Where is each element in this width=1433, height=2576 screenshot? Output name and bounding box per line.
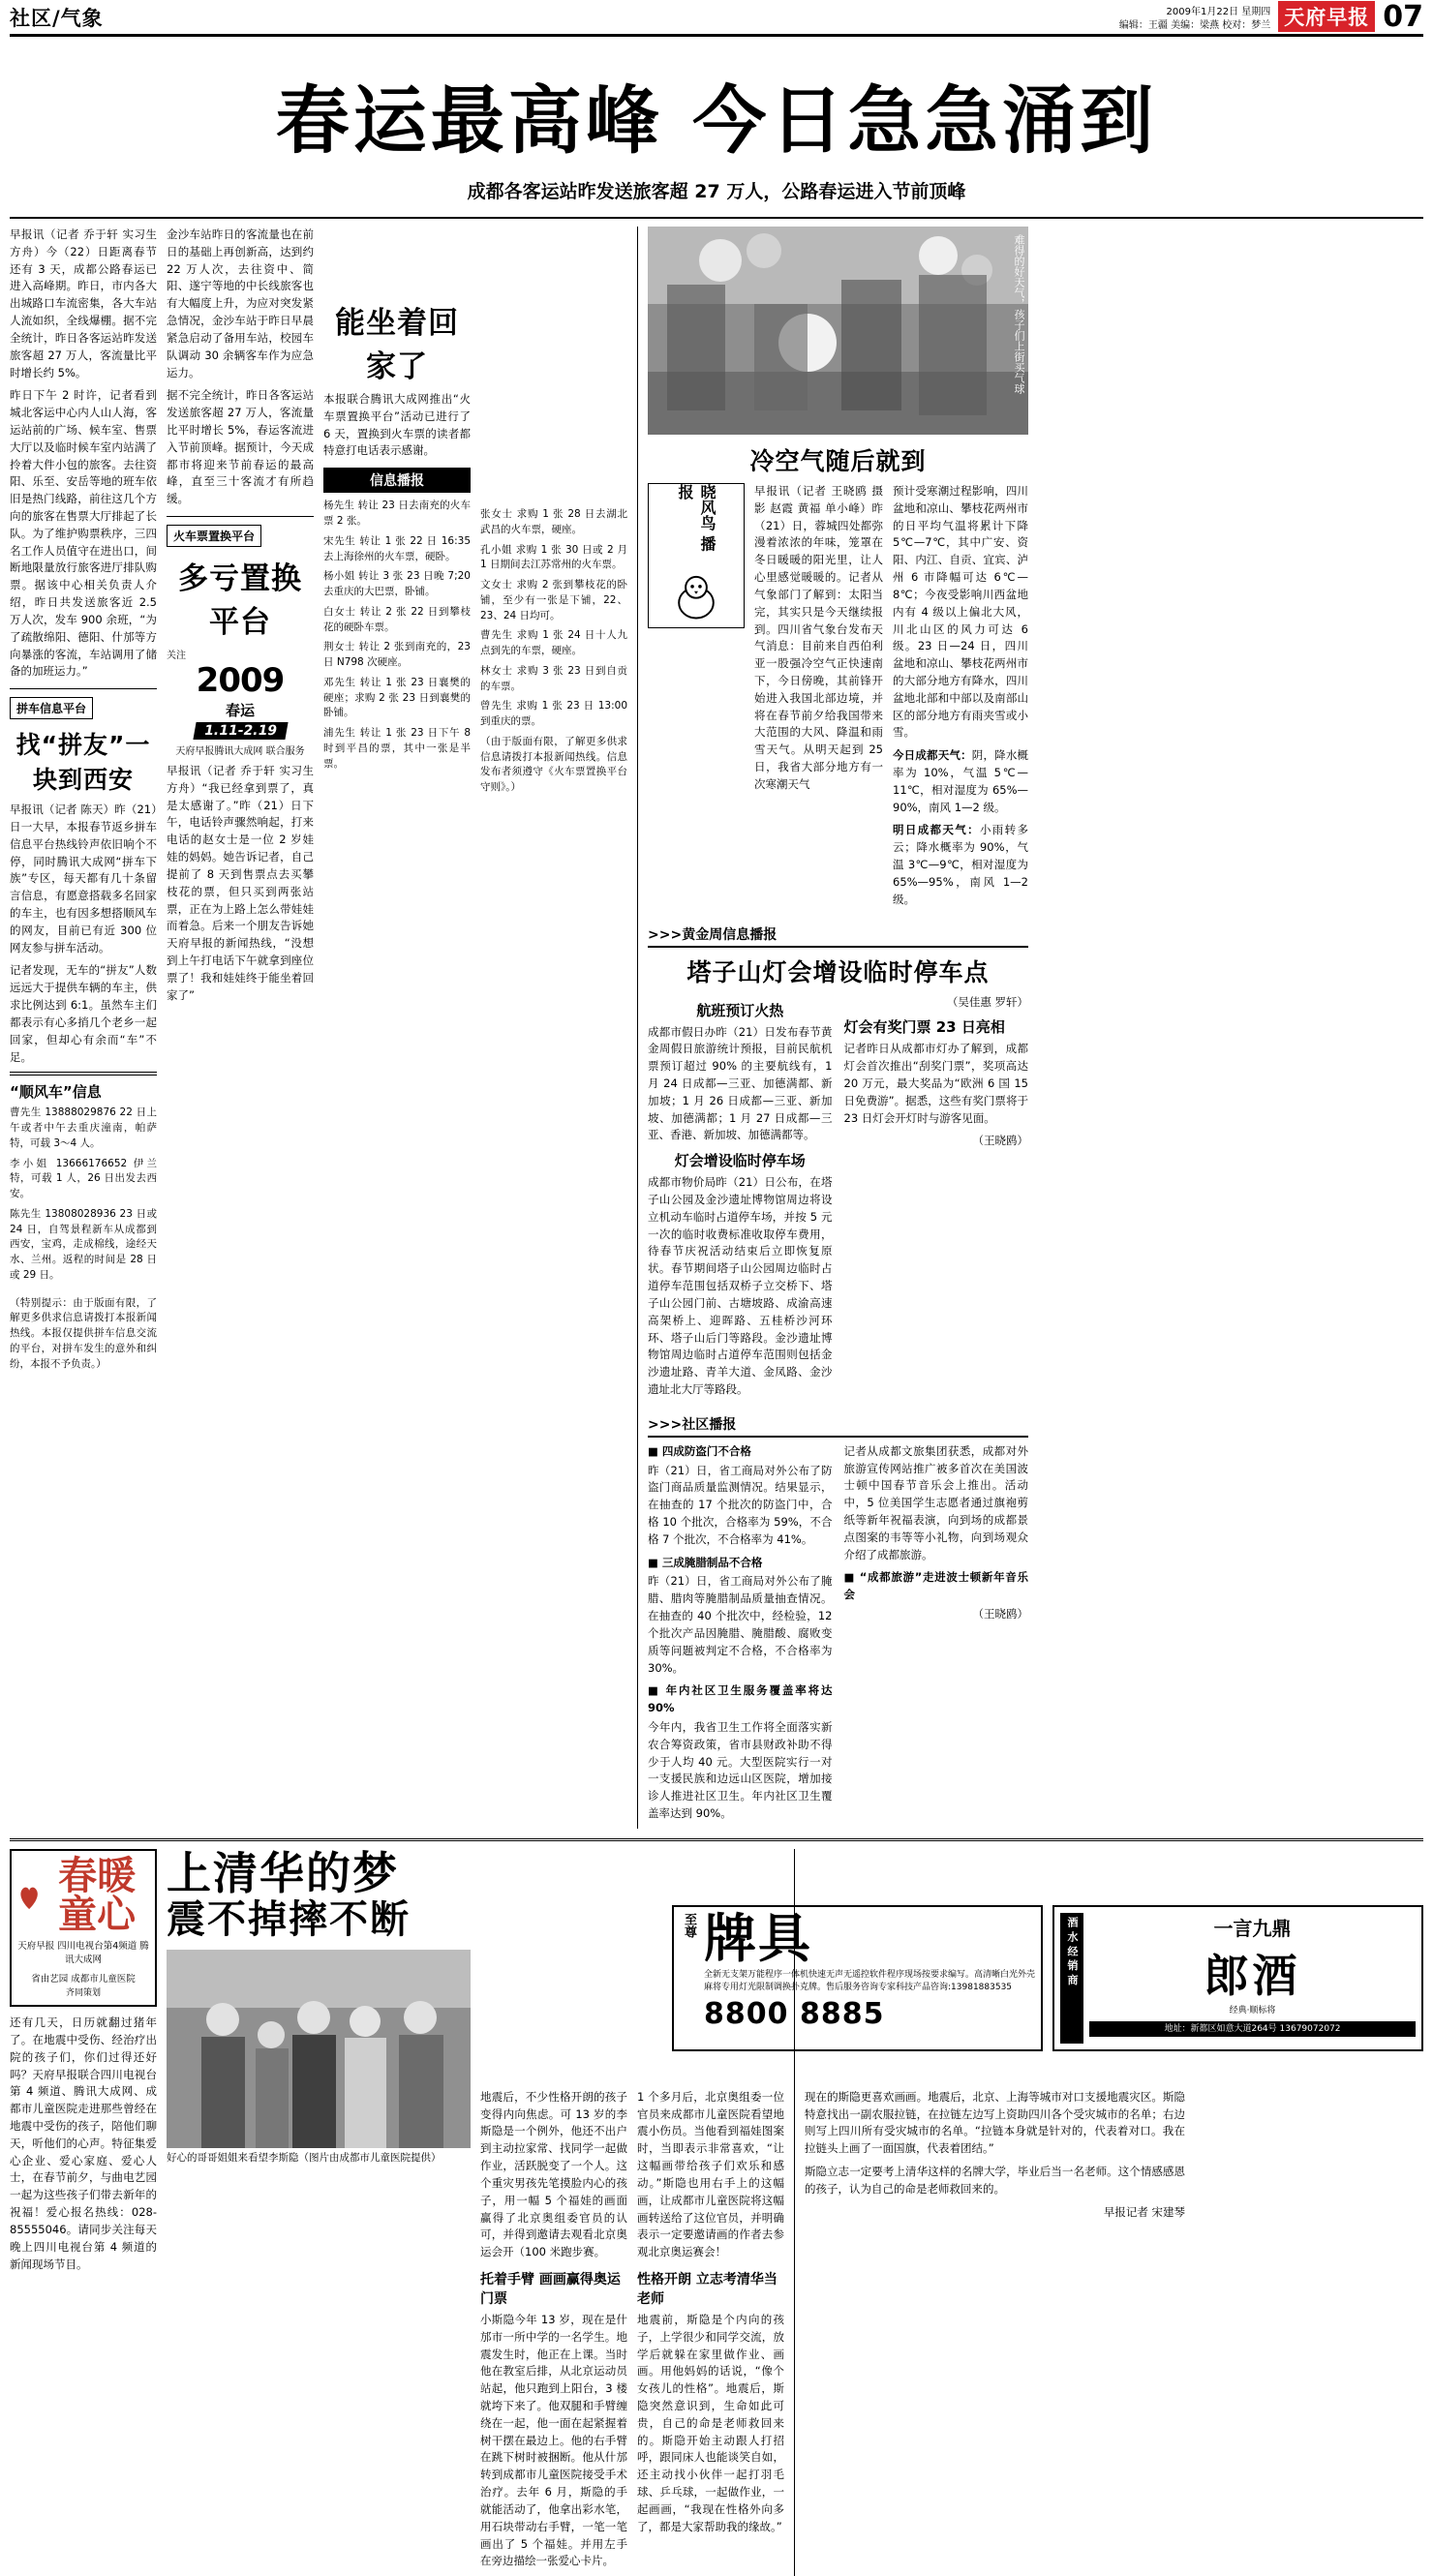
weather-forecast: 预计受寒潮过程影响，四川盆地和凉山、攀枝花两州市的日平均气温将累计下降 5℃—7℃，其中广安、资阳、内江、自贡、宜宾、泸州 6 市降幅可达 6℃—8℃；今夜受影响川西盆地内有 4 级以上偏北大风，川北山区的风力可达 6 级。23 日—24 日，四川盆地和凉山、攀枝花两州市的大部分地方有降水，四川盆地北部和中部以及南部山区的部分地方有雨夹雪或小雪。 xyxy=(893,484,1028,740)
spring-festival-logo xyxy=(167,647,314,757)
gold-week-col-2 xyxy=(844,994,1029,1405)
parking-title: 灯会增设临时停车场 xyxy=(674,1152,806,1170)
dream-s1-text: 小斯隐今年 13 岁，现在是什邡市一所中学的一名学生。地震发生时，他正在上课。当时他在教室后排，从北京运动员站起，他只跑到上阳台，3 楼就垮下来了。他双腿和手臂缠绕在一起，他一面在起紧握着树干摆在最边上。他的右手臂在跳下树时被捆断。他从什邡转到成都市儿童医院接受手术治疗。去年 6 月，斯隐的手就能活动了，他拿出彩水笔，用石块带动右手臂，一笔一笔画出了 5 个福娃。并用左手在旁边描绘一张爱心卡片。 xyxy=(480,2312,627,2568)
photo-caption: 好心的哥哥姐姐来看望李斯隐（图片由成都市儿童医院提供） xyxy=(167,2152,442,2165)
ad-langjiu-addr-text: 地址：新都区如意大道264号 xyxy=(1164,2023,1277,2034)
page-number: 07 xyxy=(1383,0,1423,34)
column-4 xyxy=(480,227,627,1829)
column-1 xyxy=(10,227,157,1829)
broadcast-item: 曾先生 求购 1 张 23 日 13:00 到重庆的票。 xyxy=(480,700,627,727)
logo-partner: 天府早报腾讯大成网 联合服务 xyxy=(175,746,305,757)
community-item-text: 昨（21）日，省工商局对外公布了腌腊、腊肉等腌腊制品质量抽查情况。在抽查的 40 个批次中，经检验，12 个批次产品因腌腊、腌腊酸、腐败变质等问题被判定不合格，不合格率为 30%。 xyxy=(648,1574,833,1675)
logo-mid-text: 春运 xyxy=(225,702,255,719)
lantern-ticket-sign: （王晓鸥） xyxy=(972,1134,1028,1148)
carpool-item: 曹先生 13888029876 22 日上午或者中午去重庆潼南，帕萨特，可载 3～4 人。 xyxy=(10,1106,157,1149)
lead-paragraph-4: 据不完全统计，昨日各客运站发送旅客超 27 万人，客流量比平时增长 5%，春运客流进入节前顶峰。据预计，今天成都市将迎来节前春运的最高峰，直至三十客流才有所趋缓。 xyxy=(167,388,314,506)
hospital-photo xyxy=(167,1950,471,2148)
ads-row xyxy=(672,1905,1423,2051)
dream-c1: 地震后，不少性格开朗的孩子变得内向焦虑。可 13 岁的李斯隐是一个例外，他还不出户到主动拉家常、找同学一起做作业，活跃脱变了一个人。这个重灾男孩先笔摸脸内心的孩子，用一幅 5 个福娃的画面赢得了北京奥组委官员的认可，并得到邀请去观看北京奥运会开（100 米跑步赛。 xyxy=(480,2089,627,2259)
dream-story-col xyxy=(167,1846,471,2576)
carpool-p2: 记者发现，无车的“拼友”人数远远大于提供车辆的车主，供求比例达到 6:1。虽然车主们都表示有心多捎几个老乡一起回家，但却心有余而“车”不足。 xyxy=(10,963,157,1064)
ad-langjiu-phone: 13679072072 xyxy=(1279,2023,1341,2034)
lead-paragraph-1: 早报讯（记者 乔于轩 实习生 方舟）今（22）日距离春节还有 3 天，成都公路春运已进入高峰期。昨日，市内各大出城路口车流密集，各大车站人流如织，全线爆棚。据不完全统计，昨日各客运站昨发送旅客超 27 万人，客流量比平时增长约 5%。 xyxy=(10,227,157,379)
lead-paragraph-3b: 金沙车站昨日的客流量也在前日的基础上再创新高，达到约 22 万人次，去往资中、简阳、遂宁等地的中长线旅客也有大幅度上升，为应对突发紧急情况，金沙车站于昨日早晨紧急启动了备用车站，校园车队调动 30 余辆客车作为应急运力。 xyxy=(167,227,314,379)
flight-text: 成都市假日办昨（21）日发布春节黄金周假日旅游统计预报，目前民航机票预订超过 90% 的主要航线有，1 月 24 日成都—三亚、加德满都、新加坡；1 月 26 日成都—三亚、新加坡、加德满都；1 月 27 日成都—三亚、香港、新加坡、加德满都等。 xyxy=(648,1024,833,1142)
carpool-box-label: 拼车信息平台 xyxy=(10,697,93,719)
dream-title-line-1: 上清华的梦 xyxy=(167,1846,399,1899)
community-col-2 xyxy=(844,1443,1029,1829)
weather-today-label: 今日成都天气： xyxy=(893,748,972,763)
weather-tomorrow-value: 小雨转多云；降水概率为 90%，气温 3℃—9℃，相对湿度为 65%—95%，南风 1—2 级。 xyxy=(893,823,1029,906)
warm-heart-logo xyxy=(10,1849,157,2007)
column-2 xyxy=(167,227,314,1829)
weather-tomorrow-label: 明日成都天气： xyxy=(893,823,980,837)
weather-tomorrow xyxy=(893,822,1028,908)
lead-paragraph-2: 昨日下午 2 时许，记者看到城北客运中心内人山人海，客运站前的广场、候车室、售票大厅以及临时候车室内站满了拎着大件小包的旅客。去往资阳、乐至、安岳等地的班车依旧是热门线路，前往这几个方向的旅客在售票大厅排起了长队。为了维护购票秩序，三四名工作人员值守在进出口，间断地限量放行旅客进厅排队购票。据该中心相关负责人介绍，昨日共发送旅客近 2.5 万人次，发车 900 余班，“为了疏散绵阳、德阳、什邡等方向暴涨的客流，车站调用了储备的加班运力。” xyxy=(10,388,157,679)
community-col-1 xyxy=(648,1443,833,1829)
dream-title-line-2: 震不掉摔不断 xyxy=(167,1897,411,1943)
community-sign: （王晓鸥） xyxy=(972,1607,1028,1621)
ad-langjiu-side-text: 酒 水 经 销 商 xyxy=(1066,1917,1079,1985)
community-head: >>>社区播报 xyxy=(648,1414,1028,1438)
broadcast-item: 白女士 转让 2 张 22 日到攀枝花的硬卧车票。 xyxy=(323,605,471,633)
carpool-info-title: “顺风车”信息 xyxy=(10,1083,102,1102)
parking-text: 成都市物价局昨（21）日公布，在塔子山公园及金沙遗址博物馆周边将设立机动车临时占道停车场，并按 5 元一次的临时收费标准收取停车费用，待春节庆祝活动结束后立即恢复原状。春节期间塔子山公园周边临时占道停车范围包括双桥子立交桥下、塔子山公园门前、古塘坡路、成渝高速高架桥上、迎晖路、五桂桥沙河环环、塔子山后门等路段。金沙遗址博物馆周边临时占道停车范围则包括金沙遗址路、青羊大道、金凤路、金沙遗址北大厅等路段。 xyxy=(648,1175,833,1396)
masthead-meta xyxy=(1119,6,1270,32)
community-item-head: ■ “成都旅游”走进波士顿新年音乐会 xyxy=(843,1570,1028,1602)
broadcast-item: 杨小姐 转让 3 张 23 日晚 7;20 去重庆的大巴票，卧铺。 xyxy=(323,570,471,597)
divider xyxy=(10,217,1423,219)
warm-heart-partners-2: 省由艺园 成都市儿童医院 xyxy=(31,1974,136,1985)
broadcast-item: 文女士 求购 2 张到攀枝花的卧铺，至少有一张是下铺，22、23、24 日均可。 xyxy=(480,579,627,621)
broadcast-item: 浦先生 转让 1 张 23 日下午 8 时到平昌的票，其中一张是半票。 xyxy=(323,727,471,770)
warm-heart-col xyxy=(10,1849,157,2576)
right-section xyxy=(637,227,1028,1829)
logo-dates: 1.11-2.19 xyxy=(193,722,288,740)
train-p2: 本报联合腾讯大成网推出“火车票置换平台”活动已进行了 6 天，置换到火车票的读者都特意打电话表示感谢。 xyxy=(323,392,471,458)
ad-langjiu-slogan: 一言九鼎 xyxy=(1213,1917,1292,1941)
ad-langjiu-sub: 经典·顺标将 xyxy=(1229,2006,1276,2016)
divider xyxy=(167,516,314,517)
photo-caption: 难得的好天气，孩子们上街买气球 xyxy=(1013,234,1025,394)
community-item-head: ■ 三成腌腊制品不合格 xyxy=(648,1555,763,1569)
bottom-section xyxy=(10,1838,1423,2576)
community-item-text: 昨（21）日，省工商局对外公布了防盗门商品质量监测情况。结果显示，在抽查的 17 个批次的防盗门中，合格 10 个批次，合格率为 59%，不合格 7 个批次，不合格率为 41%。 xyxy=(648,1463,833,1546)
ad-mahjong-title: 牌具 xyxy=(704,1908,812,1970)
divider xyxy=(10,688,157,689)
dream-s1-title: 托着手臂 画画赢得奥运门票 xyxy=(480,2271,621,2307)
dream-s4-text: 现在的斯隐更喜欢画画。地震后，北京、上海等城市对口支援地震灾区。斯隐特意找出一副农服拉链，在拉链左边写上资助四川各个受灾城市的名单；右边则写上四川所有受灾城市的名单。“拉链本身就是针对的，代表着对口。我在拉链头上画了一面国旗，代表着团结。” xyxy=(805,2089,1185,2156)
logo-year: 2009 xyxy=(196,661,285,700)
warm-heart-partners-1: 天府早报 四川电视台第4频道 腾讯大成网 xyxy=(17,1940,149,1966)
gold-week-head: >>>黄金周信息播报 xyxy=(648,924,1028,948)
weather-p1: 早报讯（记者 王晓鸥 摄影 赵霞 黄福 单小峰）昨（21）日，蓉城四处都弥漫着浓浓的年味，笼罩在冬日暖暖的阳光里，让人心里感觉暖暖的。记者从气象部门了解到：太阳当完，其实只是今天继续报到。四川省气象台发布天气消息：目前来自西伯利亚一股强冷空气正快速南下，今日傍晚，其前锋开始进入我国北部边境，并将在春节前夕给我国带来大范围的大风、降温和雨雪天气。从明天起到 25 日，我省大部分地方有一次寒潮天气 xyxy=(754,484,883,791)
carpool-p1: 早报讯（记者 陈天）昨（21）日一大早，本报春节返乡拼车信息平台热线铃声依旧响个不停，同时腾讯大成网“拼车下族”专区，每天都有几十条留言信息，有愿意搭载多名回家的车主，也有因多想搭顺风车的网友，目前已有近 300 位网友参与拼车活动。 xyxy=(10,803,157,955)
weather-text-col xyxy=(754,483,883,915)
dream-text-col-1 xyxy=(480,1849,627,2576)
ad-mahjong-phone: 8800 8885 xyxy=(704,1997,885,2032)
carpool-title: 找“拼友”一块到西安 xyxy=(15,731,151,795)
broadcast-item: 杨先生 转让 23 日去南充的火车票 2 张。 xyxy=(323,500,471,527)
paper-logo: 天府早报 xyxy=(1278,1,1375,32)
main-columns xyxy=(10,227,1423,1829)
broadcast-item: 荆女士 转让 2 张到南充的，23 日 N798 次硬座。 xyxy=(323,641,471,668)
photo-graphic xyxy=(167,1950,471,2148)
broadcast-item: 林女士 求购 3 张 23 日到自贡的车票。 xyxy=(480,664,627,692)
dream-s3-title: 性格开朗 立志考清华当老师 xyxy=(637,2271,777,2307)
community-item-text: 今年内，我省卫生工作将全面落实新农合筹资政策，省市县财政补助不得少于人均 40 元。大型医院实行一对一支援民族和边远山区医院，增加接诊人推进社区卫生。年内社区卫生覆盖率达到 90%。 xyxy=(648,1719,833,1820)
heart-icon xyxy=(17,1873,41,1918)
dream-s1-cont: 1 个多月后，北京奥组委一位官员来成都市儿童医院看望地震小伤员。当他看到福娃图案时，当即表示非常喜欢，“让这幅画带给孩子们欢乐和感动。”斯隐也用右手上的这幅画，让成都市儿童医院将这幅画转送给了这位官员，并明确表示一定要邀请画的作者去参观北京奥运赛会！ xyxy=(637,2089,784,2259)
gold-week-col-1 xyxy=(648,994,833,1405)
ad-mahjong-text: 全新无支架万能程序一体机快速无声无遥控软件程序现场按要求编写。高清晰白光外壳麻将专用灯光限制调换扑克牌。售后服务咨询专家科技产品咨询:13981883535 xyxy=(704,1970,1036,1992)
ad-langjiu-title: 郎酒 xyxy=(1204,1950,1301,2003)
community-item-head: ■ 四成防盗门不合格 xyxy=(648,1443,751,1458)
train-p1-a: 早报讯（记者 乔于轩 实习生 方舟）“我已经拿到票了，真是太感谢了。”昨（21）日下午，电话铃声骤然响起，打来电话的赵女士是一位 2 岁娃娃的妈妈。她告诉记者，自己提前了 8 天到售票点去买攀枝花的票，但只买到两张站票，正在为上路上怎么带娃娃而着急。后来一个朋友告诉她天府早报的新闻热线，“没想到上午打电话下午就拿到座位票了！我和娃娃终于能坐着回家了” xyxy=(167,764,314,1002)
warm-heart-partners-3: 齐同策划 xyxy=(65,1987,101,1998)
community-item-text-cont: 记者从成都文旅集团获悉，成都对外旅游宣传网站推广被多首次在美国波士顿中国春节音乐会上推出。活动中，5 位美国学生志愿者通过旗袍剪纸等新年祝福表演，向到场的成都景点图案的韦等等小礼物，向到场观众介绍了成都旅游。 xyxy=(843,1443,1028,1561)
street-photo xyxy=(648,227,1028,435)
page-title: 春运最高峰 今日急急涌到 xyxy=(275,77,1158,164)
weather-today xyxy=(893,747,1028,816)
broadcast-item: 张女士 求购 1 张 28 日去湖北武昌的火车票，硬座。 xyxy=(480,508,627,535)
ad-mahjong[interactable] xyxy=(672,1905,1043,2051)
publication-date: 2009年1月22日 星期四 xyxy=(1166,7,1271,17)
info-broadcast-banner: 信息播报 xyxy=(323,468,471,493)
masthead xyxy=(10,0,1423,37)
train-box-label: 火车票置换平台 xyxy=(167,525,261,547)
gold-week-body xyxy=(648,994,1028,1405)
weather-today-value: 阴，降水概率为 10%，气温 5℃—11℃，相对湿度为 65%—90%，南风 1—2 级。 xyxy=(893,748,1029,814)
train-title-2: 能坐着回家了 xyxy=(335,306,459,384)
photo-graphic xyxy=(648,227,1028,435)
editor-credits: 编辑：王疆 美编：梁燕 校对：梦兰 xyxy=(1118,19,1271,31)
broadcast-item: 孔小姐 求购 1 张 30 日或 2 月 1 日期间去江苏常州的火车票。 xyxy=(480,543,627,571)
column-3 xyxy=(323,227,471,1829)
weather-title: 冷空气随后就到 xyxy=(749,447,927,475)
dream-sign: 早报记者 宋建琴 xyxy=(1103,2204,1185,2219)
carpool-note: （特别提示：由于版面有限，了解更多供求信息请拨打本报新闻热线。本报仅提供拼车信息交流的平台，对拼车发生的意外和纠纷，本报不予负责。） xyxy=(10,1296,157,1370)
gold-week-title: 塔子山灯会增设临时停车点 xyxy=(686,957,990,986)
carpool-item: 陈先生 13808028936 23 日或 24 日，自驾景程新车从成都到西安，宝鸡，走成棉线，途经天水、兰州。返程的时间是 28 日或 29 日。 xyxy=(10,1207,157,1281)
weather-mascot xyxy=(648,483,745,915)
dream-s3-text: 地震前，斯隐是个内向的孩子，上学很少和同学交流，放学后就躲在家里做作业、画画。用他妈妈的话说，“像个女孩儿的性格”。地震后，斯隐突然意识到，生命如此可贵，自己的命是老师救回来的。斯隐开始主动跟人打招呼，跟同床人也能谈笑自如，还主动找小伙伴一起打羽毛球、乒乓球，一起做作业，一起画画，“我现在性格外向多了，都是大家帮助我的缘故。” xyxy=(637,2312,784,2533)
ad-langjiu-address xyxy=(1089,2021,1416,2038)
masthead-right xyxy=(1119,1,1423,32)
weather-body xyxy=(648,483,1028,915)
community-body xyxy=(648,1443,1028,1829)
parking-text-cont: （吴佳惠 罗轩） xyxy=(946,994,1028,1009)
weather-logo-text: 晓风鸟 播报 xyxy=(676,484,716,552)
warm-heart-intro: 还有几天，日历就翻过猪年了。在地震中受伤、经治疗出院的孩子们，你们过得还好吗？天府早报联合四川电视台第 4 频道、腾讯大成网、成都市儿童医院走进那些曾经在地震中受伤的孩子，陪他们聊天，听他们的心声。特征集爱心企业、爱心家庭、爱心人士，在春节前夕，与曲电艺园一起为这些孩子们带去新年的祝福！爱心报名热线：028-85555046。请同步关注每天晚上四川电视台第 4 频道的新闻现场节目。 xyxy=(10,2015,157,2271)
broadcast-item: 邓先生 转让 1 张 23 日襄樊的硬座；求购 2 张 23 日到襄樊的卧铺。 xyxy=(323,676,471,719)
ad-mahjong-side: 至尊 xyxy=(682,1913,696,1939)
flight-title: 航班预订火热 xyxy=(696,1001,784,1019)
carpool-item: 李小姐 13666176652 伊兰特，可载 1 人，26 日出发去西安。 xyxy=(10,1157,157,1200)
warm-heart-title: 春暖童心 xyxy=(58,1853,137,1937)
page-subtitle: 成都各客运站昨发送旅客超 27 万人，公路春运进入节前顶峰 xyxy=(467,181,966,202)
dream-s5-text: 斯隐立志一定要考上清华这样的名牌大学，毕业后当一名老师。这个情感感恩的孩子，认为自己的命是老师救回来的。 xyxy=(805,2165,1185,2196)
bird-icon xyxy=(667,570,725,627)
broadcast-item: 曹先生 求购 1 张 24 日十人九点到先的车票，硬座。 xyxy=(480,629,627,656)
community-item-head: ■ 年内社区卫生服务覆盖率将达 90% xyxy=(648,1683,833,1715)
ad-langjiu[interactable] xyxy=(1052,1905,1423,2051)
dream-title xyxy=(167,1846,471,1943)
weather-forecast-col xyxy=(893,483,1028,915)
lantern-ticket-title: 灯会有奖门票 23 日亮相 xyxy=(843,1018,1005,1037)
broadcast-item: 宋先生 转让 1 张 22 日 16:35 去上海徐州的火车票，硬卧。 xyxy=(323,534,471,562)
train-title-1: 多亏置换平台 xyxy=(178,561,302,640)
ad-langjiu-sidebar xyxy=(1060,1913,1083,2044)
logo-top-text: 关注 xyxy=(167,651,186,661)
broadcast-note: （由于版面有限，了解更多供求信息请拨打本报新闻热线。信息发布者须遵守《火车票置换平台守则》。） xyxy=(480,735,627,793)
lantern-ticket-text: 记者昨日从成都市灯办了解到，成都灯会首次推出“刮奖门票”，奖项高达 20 万元，最大奖品为“欧洲 6 国 15 日免费游”。据悉，这些有奖门票将于 23 日灯会开灯时与游客见面。 xyxy=(843,1042,1028,1125)
section-title: 社区/气象 xyxy=(10,7,104,30)
